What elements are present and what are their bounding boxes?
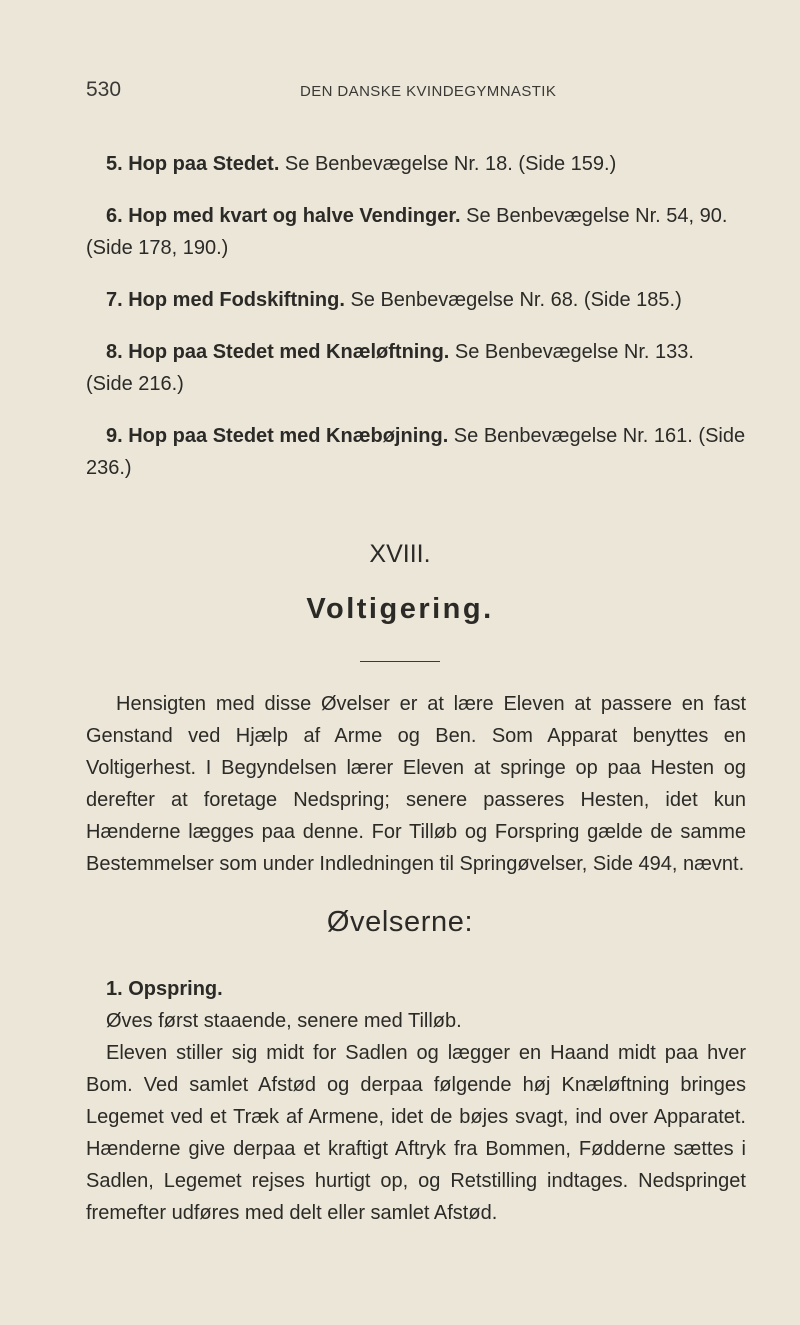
entry-lead: 7. Hop med Fodskiftning. [106, 289, 345, 311]
running-head: DEN DANSKE KVINDEGYMNASTIK [300, 83, 557, 100]
section-number: XVIII. [369, 540, 431, 568]
list-item [86, 284, 746, 316]
exercise-reference-list [86, 128, 746, 499]
exercise-paragraph: Øves først staaende, senere med Tilløb. [106, 1010, 462, 1032]
entry-lead: 6. Hop med kvart og halve Vendinger. [106, 205, 461, 227]
list-item [86, 200, 746, 264]
entry-text: Se Benbevægelse Nr. 54, 90. (Side 178, 190.) [86, 205, 728, 259]
page-number: 530 [86, 78, 122, 101]
exercise-title: 1. Opspring. [106, 978, 223, 1000]
exercise-block [86, 973, 746, 1229]
entry-lead: 9. Hop paa Stedet med Knæbøjning. [106, 425, 449, 447]
entry-text: Se Benbevægelse Nr. 68. (Side 185.) [344, 289, 682, 311]
list-item [86, 420, 746, 484]
section-title: Voltigering. [306, 593, 494, 625]
entry-text: Se Benbevægelse Nr. 161. (Side 236.) [86, 425, 746, 479]
section-divider [360, 661, 440, 662]
entry-text: Se Benbevægelse Nr. 133. (Side 216.) [86, 341, 694, 395]
exercises-heading: Øvelserne: [326, 906, 474, 938]
list-item [86, 148, 746, 180]
exercise-paragraph: Eleven stiller sig midt for Sadlen og lægger en Haand midt paa hver Bom. Ved samlet Afstød og derpaa følgende høj Knæløftning bringes Legemet ved et Træk af Armene, idet de bøjes svagt, ind over Apparatet. Hænderne give derpaa et kraftigt Aftryk fra Bommen, Fødderne sættes i Sadlen, Legemet rejses hurtigt op, og Retstilling indtages. Nedspringet fremefter udføres med delt eller samlet Afstød. [86, 1042, 746, 1224]
page-header [86, 78, 746, 102]
list-item [86, 336, 746, 400]
entry-lead: 8. Hop paa Stedet med Knæløftning. [106, 341, 450, 363]
entry-lead: 5. Hop paa Stedet. [106, 153, 280, 175]
entry-text: Se Benbevægelse Nr. 18. (Side 159.) [279, 153, 617, 175]
intro-paragraph: Hensigten med disse Øvelser er at lære Eleven at passere en fast Genstand ved Hjælp af Arme og Ben. Som Apparat benyttes en Voltigerhest. I Begyndelsen lærer Eleven at springe op paa Hesten og derefter at foretage Nedspring; senere passeres Hesten, idet kun Hænderne lægges paa denne. For Tilløb og Forspring gælde de samme Bestemmelser som under Indledningen til Springøvelser, Side 494, nævnt. [86, 693, 746, 875]
